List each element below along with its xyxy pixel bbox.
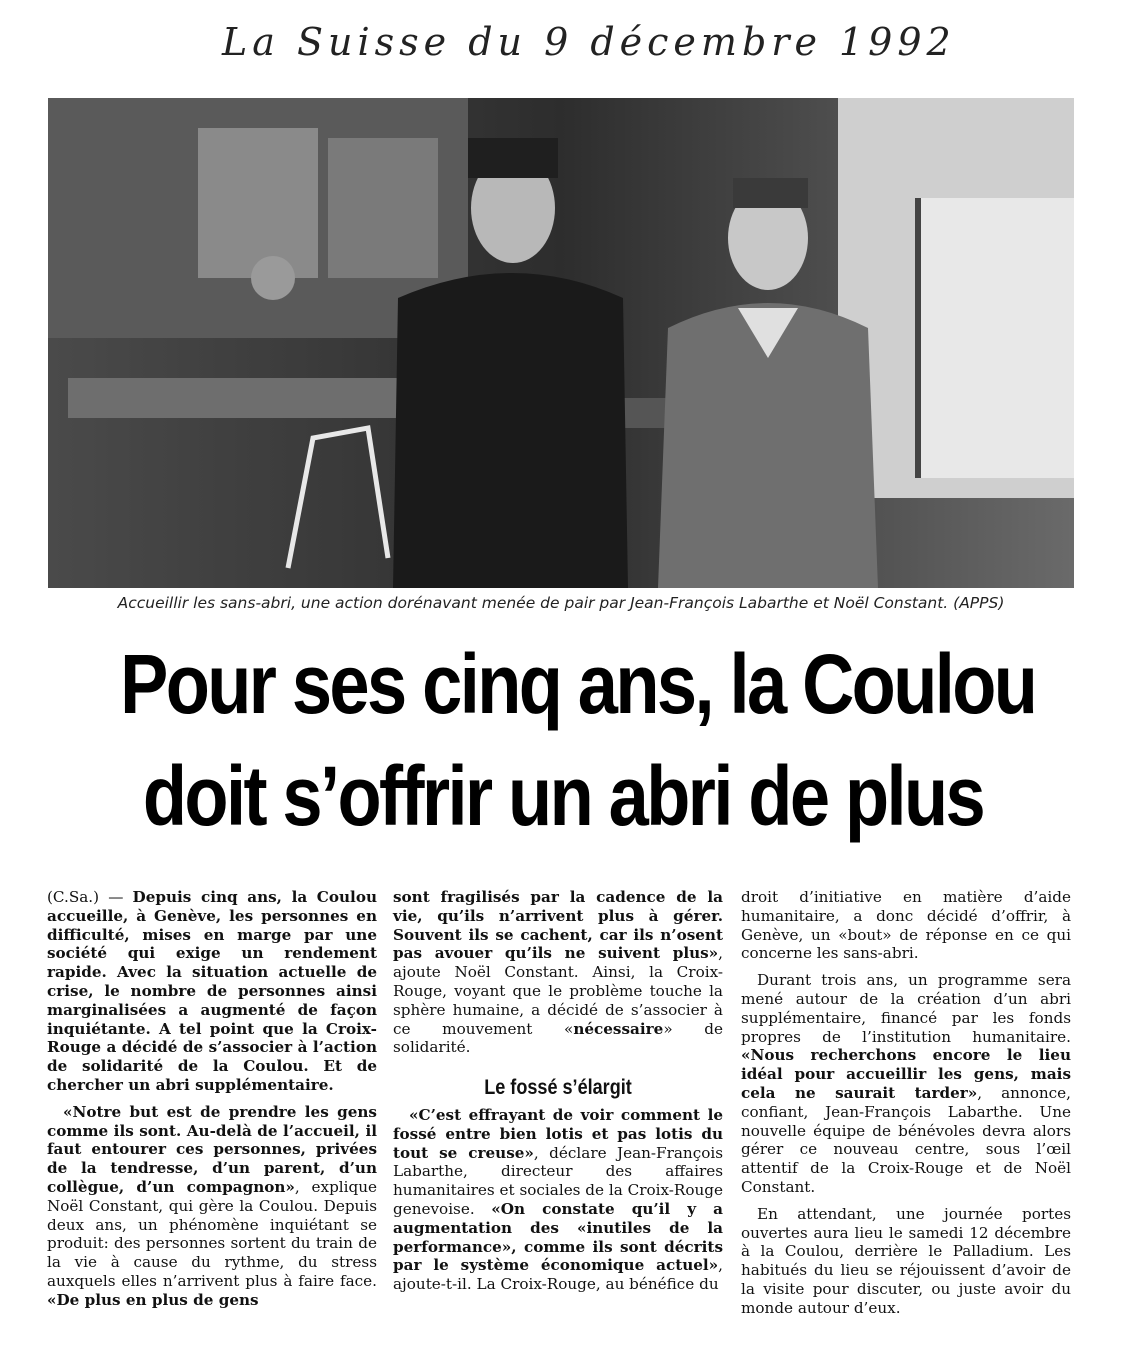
paragraph [741, 888, 1071, 963]
paragraph [47, 888, 377, 1095]
quote-text: nécessaire [573, 1019, 664, 1038]
quote-text: «De plus en plus de gens [47, 1290, 259, 1309]
paragraph [393, 1106, 723, 1294]
body-text: » de solidarité. [393, 1019, 723, 1057]
article-column-1 [47, 888, 377, 1318]
headline-line-2: doit s’offrir un abri de plus [142, 749, 984, 843]
quote-text: «Nous recherchons encore le lieu idéal pour accueillir les gens, mais cela ne saurait tarder» [741, 1046, 1071, 1102]
section-subheading: Le fossé s’élargit [484, 1076, 632, 1100]
paragraph [47, 1103, 377, 1310]
byline: (C.Sa.) — [47, 888, 133, 906]
article-photo [48, 98, 1074, 588]
paragraph [741, 971, 1071, 1197]
article-column-2 [393, 888, 723, 1302]
body-text: , déclare Jean-François Labarthe, directeur des affaires humanitaires et sociales de la Croix-Rouge genevoise. [393, 1143, 723, 1218]
quote-text: sont fragilisés par la cadence de la vie, qu’ils n’arrivent plus à gérer. Souvent ils se cachent, car ils n’osent pas avouer qu’ils ne suivent plus» [393, 888, 723, 963]
headline-line-1: Pour ses cinq ans, la Coulou [120, 637, 1036, 731]
quote-text: «Notre but est de prendre les gens comme ils sont. Au-delà de l’accueil, il faut entourer ces personnes, privées de la tendresse, d’un parent, d’un collègue, d’un compagnon» [47, 1102, 377, 1196]
lead-text: Depuis cinq ans, la Coulou accueille, à Genève, les personnes en difficulté, mises en marge par une société qui exige un rendement rapide. Avec la situation actuelle de crise, le nombre de personnes ainsi marginalisées a augmenté de façon inquiétante. A tel point que la Croix-Rouge a décidé de s’associer à l’action de solidarité de la Coulou. Et de chercher un abri supplémentaire. [47, 888, 377, 1094]
body-text: En attendant, une journée portes ouvertes aura lieu le samedi 12 décembre à la Coulou, derrière le Palladium. Les habitués du lieu se réjouissent d’avoir de la visite pour discuter, ou juste avoir du monde autour d’eux. [741, 1204, 1071, 1317]
article-column-3 [741, 888, 1071, 1326]
body-text: droit d’initiative en matière d’aide humanitaire, a donc décidé d’offrir, à Genève, un «bout» de réponse en ce qui concerne les sans-abri. [741, 888, 1071, 963]
quote-text: «C’est effrayant de voir comment le fossé entre bien lotis et pas lotis du tout se creuse» [393, 1105, 723, 1162]
article-headline [48, 628, 1078, 852]
body-text: Durant trois ans, un programme sera mené autour de la création d’un abri supplémentaire, financé par les fonds propres de l’institution humanitaire. [741, 971, 1071, 1046]
photo-illustration [48, 98, 1074, 588]
body-text: , ajoute Noël Constant. Ainsi, la Croix-Rouge, voyant que le problème touche la sphère humaine, a décidé de s’associer à ce mouvement « [393, 944, 723, 1038]
body-text: , explique Noël Constant, qui gère la Coulou. Depuis deux ans, un phénomène inquiétant se produit: des personnes sortent du train de la vie à cause du rythme, du stress auxquels elles n’arrivent plus à faire face. [47, 1177, 377, 1290]
paragraph [741, 1205, 1071, 1318]
body-text: , ajoute-t-il. La Croix-Rouge, au bénéfice du [393, 1256, 723, 1294]
body-text: , annonce, confiant, Jean-François Labarthe. Une nouvelle équipe de bénévoles devra alors gérer ce nouveau centre, sous l’œil attentif de la Croix-Rouge et de Noël Constant. [741, 1083, 1071, 1196]
handwritten-date-note: La Suisse du 9 décembre 1992 [222, 20, 956, 64]
photo-caption: Accueillir les sans-abri, une action dorénavant menée de pair par Jean-François Labarthe et Noël Constant. (APPS) [117, 594, 1005, 612]
paragraph [393, 888, 723, 1057]
quote-text: «On constate qu’il y a augmentation des «inutiles de la performance», comme ils sont décrits par le système économique actuel» [393, 1199, 724, 1275]
